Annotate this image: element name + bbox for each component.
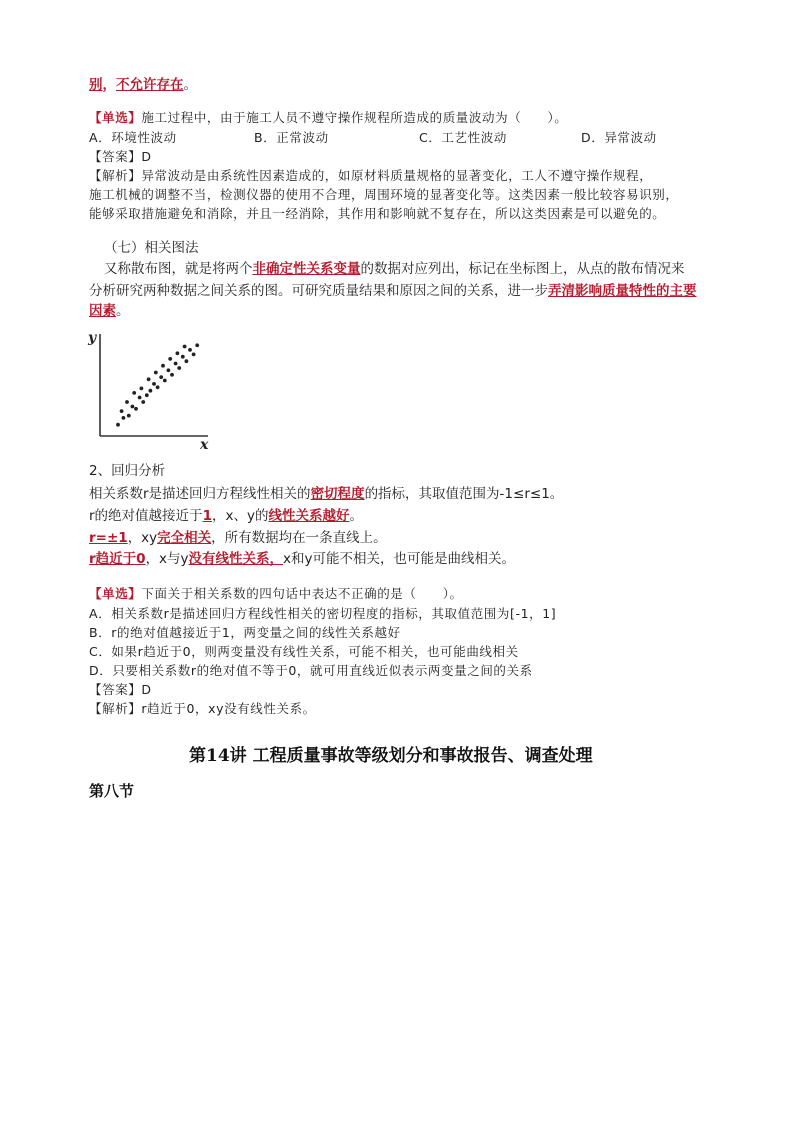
sec7-p2-a: 分析研究两种数据之间关系的图。可研究质量结果和原因之间的关系，进一步 [89,283,548,299]
top-term-2: 不允许存在 [116,77,184,93]
q2-answer: 【答案】D [89,682,152,697]
reg-term-pm1: r=±1 [89,530,128,546]
reg-l1-c: 的指标，其取值范围为-1≤r≤1。 [364,486,564,502]
reg-l3-b: ，xy [127,530,158,546]
scatter-point [167,368,171,372]
scatter-point [134,407,138,411]
y-axis-label: y [88,330,97,346]
scatter-point [132,391,136,395]
scatter-point [145,393,149,397]
scatter-point [159,375,163,379]
sec7-p3-c: 。 [116,303,130,319]
top-end: 。 [183,77,197,93]
scatter-point [188,348,192,352]
q1-stem-line [89,109,567,126]
scatter-point [116,423,120,427]
scatter-point [140,387,144,391]
q2-tag: 【单选】 [89,586,142,601]
q2-option-a: A．相关系数r是描述回归方程线性相关的密切程度的指标，其取值范围为[-1，1] [89,606,557,621]
sec7-term-factors: 因素 [89,303,116,319]
q2-option-d: D．只要相关系数r的绝对值不等于0，就可用直线近似表示两变量之间的关系 [89,663,533,678]
reg-l1-a: 相关系数r是描述回归方程线性相关的 [89,486,311,502]
reg-l3-d: ，所有数据均在一条直线上。 [211,530,387,546]
q1-tag: 【单选】 [89,110,142,125]
q2-stem: 下面关于相关系数的四句话中表达不正确的是（ ）。 [141,586,463,601]
q1-option-d: D．异常波动 [581,130,657,145]
reg-term-zero: r趋近于0 [89,551,146,567]
q1-option-a: A．环境性波动 [89,130,177,145]
section-title: 第八节 [89,782,135,800]
scatter-point [152,382,156,386]
reg-line3 [89,530,387,547]
scatter-point [131,405,135,409]
scatter-point [125,400,129,404]
q2-option-c: C．如果r趋近于0，则两变量没有线性关系，可能不相关，也可能曲线相关 [89,644,519,659]
scatter-point [147,377,151,381]
reg-line1 [89,486,563,503]
scatter-point [156,385,160,389]
reg-l4-d: x和y可能不相关，也可能是曲线相关。 [283,551,516,567]
scatter-point [177,366,181,370]
q1-stem: 施工过程中，由于施工人员不遵守操作规程所造成的质量波动为（ ）。 [141,110,568,125]
reg-term-better: 线性关系越好 [268,508,350,524]
x-axis-label: x [200,437,209,450]
reg-line2 [89,508,363,525]
scatter-point [161,364,165,368]
scatter-point [168,357,172,361]
reg-l2-e: 。 [349,508,363,524]
scatter-point [195,343,199,347]
reg-l4-b: ，x与y [145,551,189,567]
q1-analysis-1: 【解析】异常波动是由系统性因素造成的，如原材料质量规格的显著变化，工人不遵守操作规程， [89,168,653,183]
reg-term-closeness: 密切程度 [310,486,365,502]
reg-l2-a: r的绝对值越接近于 [89,508,203,524]
sec7-p1-c: 的数据对应列出，标记在坐标图上，从点的散布情况来 [360,261,685,277]
reg-line4 [89,551,515,568]
scatter-point [192,353,196,357]
top-term-1: 别 [89,77,103,93]
sec7-para-line2 [89,283,697,300]
q1-option-b: B．正常波动 [254,130,329,145]
sec7-para-line1 [104,261,685,278]
sec7-term-main: 弄清影响质量特性的主要 [548,283,697,299]
scatter-point [183,345,187,349]
q2-stem-line [89,585,463,602]
sec7-para-line3 [89,303,130,320]
scatter-point [163,379,167,383]
scatter-point [120,409,124,413]
scatter-point [181,355,185,359]
scatter-plot [84,326,224,450]
scatter-point [154,371,158,375]
lecture-title: 第14讲 工程质量事故等级划分和事故报告、调查处理 [189,746,593,766]
scatter-point [176,351,180,355]
scatter-point [174,362,178,366]
scatter-point [127,414,131,418]
sec7-p1-a: 又称散布图，就是将两个 [104,261,253,277]
scatter-point [170,373,174,377]
scatter-point [138,396,142,400]
reg-term-one: 1 [202,508,212,524]
sec7-heading: （七）相关图法 [104,240,199,256]
reg-term-nolinear: 没有线性关系， [188,551,284,567]
reg-heading: 2、回归分析 [89,463,166,479]
q1-option-c: C．工艺性波动 [419,130,507,145]
scatter-point [141,400,145,404]
q1-options [89,129,657,146]
q1-analysis-2: 施工机械的调整不当，检测仪器的使用不合理，周围环境的显著变化等。这类因素一般比较容易识别， [89,187,679,202]
q2-option-b: B．r的绝对值越接近于1，两变量之间的线性关系越好 [89,625,401,640]
scatter-point [185,359,189,363]
scatter-points [116,343,199,426]
q1-analysis-3: 能够采取措施避免和消除，并且一经消除，其作用和影响就不复存在，所以这类因素是可以避免的。 [89,206,666,221]
q2-analysis: 【解析】r趋近于0，xy没有线性关系。 [89,701,316,716]
top-line [89,77,197,94]
q1-answer: 【答案】D [89,149,152,164]
sec7-term-variables: 非确定性关系变量 [252,261,361,277]
reg-l2-c: ，x、y的 [211,508,269,524]
scatter-point [122,416,126,420]
top-sep: ， [102,77,116,93]
reg-term-full: 完全相关 [157,530,212,546]
scatter-point [149,389,153,393]
